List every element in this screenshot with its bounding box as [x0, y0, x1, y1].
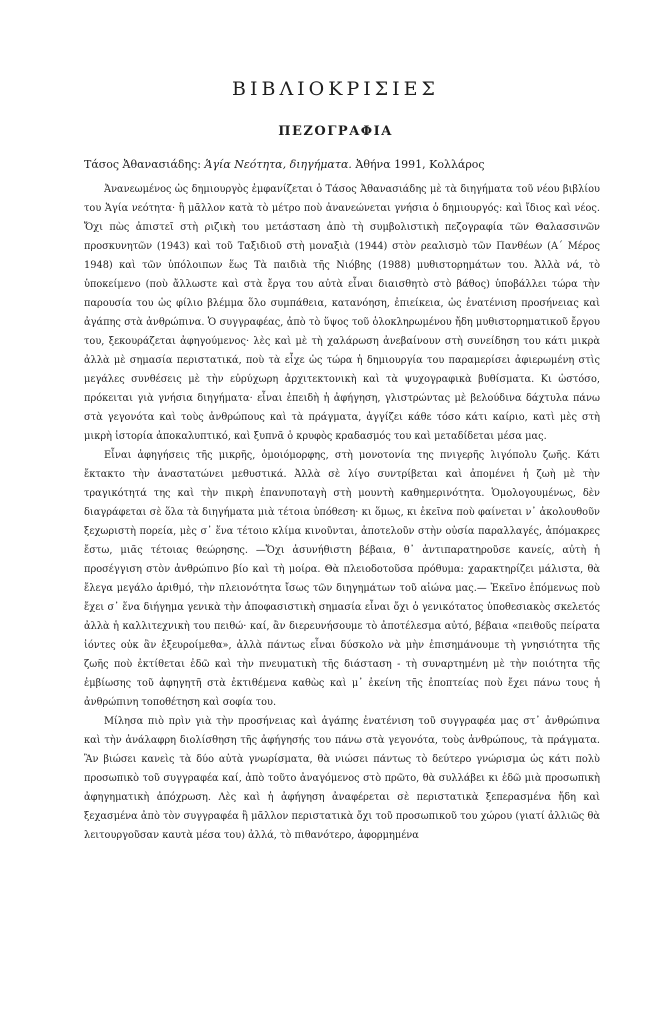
- section-title: ΒΙΒΛΙΟΚΡΙΣΙΕΣ: [232, 78, 439, 100]
- section-subtitle: ΠΕΖΟΓΡΑΦΙΑ: [278, 124, 393, 139]
- review-paragraph-1: Ἀνανεωμένος ὡς δημιουργὸς ἐμφανίζεται ὁ Τάσος Ἀθανασιάδης μὲ τὰ διηγήματα τοῦ νέου βιβλίου του Ἁγία νεότητα· ἢ μᾶλλον κατὰ τὸ μέτρο ποὺ ἀνανεώνεται γνήσια ὁ δημιουργός: καὶ ἴδιος καὶ νέος. Ὄχι πὼς ἀπιστεῖ στὴ ριζικὴ του μετάσταση ἀπὸ τὴ συμβολιστικὴ πεζογραφία τῶν Θαλασσινῶν προσκυνητῶν (1943) καὶ τοῦ Ταξιδιοῦ στὴ μοναξιὰ (1944) στὸν ρεαλισμὸ τῶν Πανθέων (Α΄ Μέρος 1948) καὶ τῶν ὑπόλοιπων ἕως Τὰ παιδιὰ τῆς Νιόβης (1988) μυθιστορημάτων του. Ἀλλὰ νά, τὸ ὑποκείμενο (ποὺ ἄλλωστε καὶ στὰ ἔργα του αὐτὰ εἶναι διαισθητὸ στὸ βάθος) ὑποβάλλει τώρα τὴν παρουσία του ὡς φίλιο βλέμμα ὅλο συμπάθεια, κατανόηση, ἐπιείκεια, ὡς ἐνατένιση προσήνειας καὶ ἀγάπης στὰ ἀνθρώπινα. Ὁ συγγραφέας, ἀπὸ τὸ ὕψος τοῦ ὁλοκληρωμένου ἤδη μυθιστορηματικοῦ ἔργου του, ξεκουράζεται ἀφηγούμενος· λὲς καὶ μὲ τὴ χαλάρωση ἀνεβαίνουν στὴ συνείδηση του κάτι μικρὰ ἀλλὰ μὲ σημασία περιστατικά, ποὺ τὰ εἶχε ὡς τώρα ἡ δημιουργία του παραμερίσει ἀφιερωμένη στὶς μεγάλες συνθέσεις μὲ τὴν εὐρύχωρη ἀρχιτεκτονικὴ καὶ τὰ ψυχογραφικὰ βυθίσματα. Κι ὡστόσο, πρόκειται γιὰ γνήσια διηγήματα· εἶναι ἐπειδὴ ἡ ἀφήγηση, γλιστρώντας μὲ βελούδινα δάχτυλα πάνω στὰ γεγονότα καὶ τοὺς ἀνθρώπους καὶ τὰ πράγματα, ἀγγίζει κάθε τόσο κάτι καίριο, κατὶ μὲς στὴ μικρὴ ἱστορία ἀποκαλυπτικό, καὶ ξυπνᾶ ὁ κρυφὸς κραδασμός του καὶ μεταδίδεται μέσα μας.: [84, 184, 600, 442]
- review-paragraph-3: Μίλησα πιὸ πρὶν γιὰ τὴν προσήνειας καὶ ἀγάπης ἐνατένιση τοῦ συγγραφέα μας στ᾽ ἀνθρώπινα καὶ τὴν ἀνάλαφρη διολίσθηση τῆς ἀφήγησής του πάνω στὰ γεγονότα, τοὺς ἀνθρώπους, τὰ πράγματα. Ἂν βιώσει κανεὶς τὰ δύο αὐτὰ γνωρίσματα, θὰ νιώσει πάντως τὸ δεύτερο γνώρισμα ὡς κάτι πολὺ προσωπικὸ τοῦ συγγραφέα καί, ἀπὸ τοῦτο ἀναγόμενος στὸ πρῶτο, θὰ συλλάβει κι ἐδῶ μιὰ προσωπικὴ ἀφηγηματικὴ ἀπόχρωση. Λὲς καὶ ἡ ἀφήγηση ἀναφέρεται σὲ περιστατικὰ ξεπερασμένα ἤδη καὶ ξεχασμένα ἀπὸ τὸν συγγραφέα ἢ μᾶλλον περιστατικὰ ὄχι τοῦ προσωπικοῦ του χώρου (γιατί ἀλλιῶς θὰ λειτουργοῦσαν καυτὰ μέσα του) ἀλλά, τὸ πιθανότερο, ἀφορμημένα: [84, 716, 600, 841]
- review-body: [84, 180, 600, 845]
- book-author: Τάσος Ἀθανασιάδης:: [84, 158, 201, 171]
- review-paragraph-2: Εἶναι ἀφηγήσεις τῆς μικρῆς, ὁμοιόμορφης, στὴ μονοτονία της πνιγερῆς λιγόπολυ ζωῆς. Κάτι ἔκτακτο τὴν ἀναστατώνει μεθυστικά. Ἀλλὰ σὲ λίγο συντρίβεται καὶ ἀπομένει ἡ ζωὴ μὲ τὴν τραγικότητά της καὶ τὴν πικρὴ ἐπανυποταγὴ στὴ μουντὴ καθημερινότητα. Ὁμολογουμένως, δὲν διαγράφεται σὲ ὅλα τὰ διηγήματα μιὰ τέτοια ὑπόθεση· κι ὅμως, κι ἐκεῖνα ποὺ φαίνεται ν᾽ ἀκολουθοῦν ξεχωριστὴ πορεία, μὲς σ᾽ ἕνα τέτοιο κλίμα κινοῦνται, ἀποτελοῦν στὴν οὐσία παραλλαγές, ἀπόμακρες ἔστω, μιᾶς τέτοιας θεώρησης. —Ὄχι ἀσυνήθιστη βέβαια, θ᾽ ἀντιπαρατηροῦσε κανείς, αὐτὴ ἡ προσέγγιση στὸν ἀνθρώπινο βίο καὶ τὴ μοίρα. Θὰ πλειοδοτοῦσα πρόθυμα: χαρακτηρίζει μάλιστα, θὰ ἔλεγα μεγάλο ἀριθμό, τὴν πλειονότητα ἴσως τῶν διηγημάτων τοῦ αἰώνα μας.— Ἐκεῖνο ἑπόμενως ποὺ ἔχει σ᾽ ἕνα διήγημα γενικὰ τὴν ἀποφασιστικὴ σημασία εἶναι ὄχι ὁ γενικότατος ὑποθεσιακὸς σκελετός ἀλλὰ ἡ καλλιτεχνικὴ του πειθώ· καί, ἂν διερευνήσουμε τὸ ἀποτέλεσμα αὐτό, βέβαια «πειθοῦς πείρατα ἰόντες οὐκ ἂν ἐξευροίμεθα», ἀλλὰ πάντως εἶναι δύσκολο νὰ μὴν ἐπισημάνουμε τὴ γνησιότητα τῆς ζωῆς ποὺ ἐκτίθεται ἐδῶ καὶ τὴν πνευματικὴ τῆς διάσταση - τὴ συναρτημένη μὲ τὴν ποιότητα τῆς ἐμβίωσης τοῦ ἀφηγητῆ στὰ ἐκτιθέμενα καθὼς καὶ μ᾽ ἐκείνη τῆς ἐποπτείας ποὺ ἔχει πάνω τους ἡ ἀνθρώπινη τοποθέτηση καὶ σοφία του.: [84, 450, 600, 708]
- book-publication: Ἀθήνα 1991, Κολλάρος: [355, 158, 485, 171]
- book-title: Ἁγία Νεότητα, διηγήματα.: [204, 158, 352, 171]
- book-reference: [84, 158, 604, 171]
